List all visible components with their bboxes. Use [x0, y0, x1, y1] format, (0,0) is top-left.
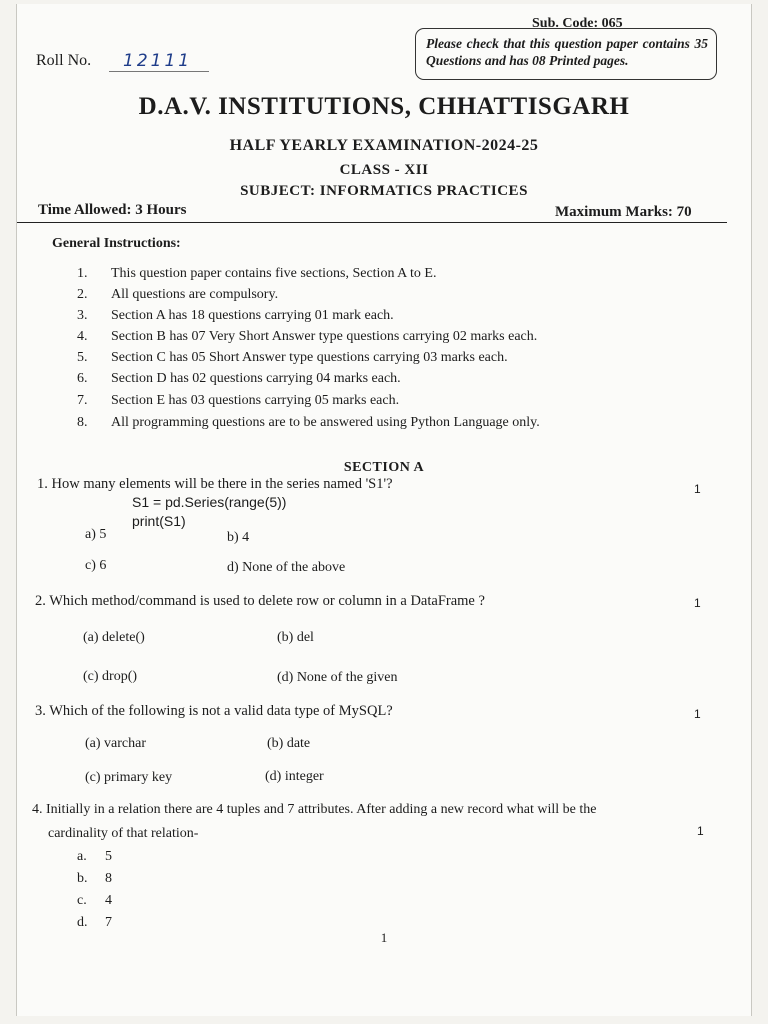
- question-4-marks: 1: [697, 824, 704, 838]
- question-3-option-d: (d) integer: [265, 769, 324, 784]
- instruction-item: 1. This question paper contains five sections, Section A to E.: [77, 266, 437, 281]
- question-3-marks: 1: [694, 707, 701, 721]
- maximum-marks: Maximum Marks: 70: [555, 204, 692, 220]
- question-3-option-b: (b) date: [267, 736, 311, 751]
- question-2-option-b: (b) del: [277, 630, 314, 645]
- question-paper-page: [16, 4, 752, 1016]
- class-label: CLASS - XII: [339, 162, 429, 178]
- question-1-option-b: b) 4: [227, 530, 250, 545]
- instruction-item: 5. Section C has 05 Short Answer type questions carrying 03 marks each.: [77, 350, 508, 365]
- instruction-item: 8. All programming questions are to be answered using Python Language only.: [77, 415, 540, 430]
- question-4-text-continued: cardinality of that relation-: [48, 826, 199, 841]
- question-3-option-c: (c) primary key: [85, 770, 173, 785]
- instruction-item: 3. Section A has 18 questions carrying 01 mark each.: [77, 308, 394, 323]
- question-4-option: a. 5: [77, 849, 112, 864]
- question-1-marks: 1: [694, 482, 701, 496]
- question-4-text: 4. Initially in a relation there are 4 tuples and 7 attributes. After adding a new record what will be the: [32, 802, 597, 817]
- instructions-title: General Instructions:: [52, 236, 181, 251]
- question-1-option-a: a) 5: [85, 527, 107, 542]
- question-4-option: c. 4: [77, 893, 112, 908]
- question-2-option-c: (c) drop(): [83, 669, 138, 684]
- roll-number-label: Roll No.: [36, 52, 92, 69]
- question-1-option-d: d) None of the above: [227, 560, 346, 575]
- instruction-item: 7. Section E has 03 questions carrying 05 marks each.: [77, 393, 400, 408]
- question-1-option-c: c) 6: [85, 558, 107, 573]
- question-4-option: b. 8: [77, 871, 112, 886]
- question-2-text: 2. Which method/command is used to delete row or column in a DataFrame ?: [35, 593, 485, 609]
- header-divider: [17, 222, 727, 223]
- question-3-option-a: (a) varchar: [85, 736, 147, 751]
- subject-code: Sub. Code: 065: [532, 16, 623, 31]
- instruction-item: 2. All questions are compulsory.: [77, 287, 279, 302]
- time-allowed: Time Allowed: 3 Hours: [38, 202, 187, 218]
- question-1-text: 1. How many elements will be there in the series named 'S1'?: [37, 476, 393, 492]
- question-1-code-line: print(S1): [132, 513, 186, 529]
- page-check-notice: Please check that this question paper contains 35 Questions and has 08 Printed pages.: [415, 28, 717, 80]
- question-4-option: d. 7: [77, 915, 112, 930]
- question-2-marks: 1: [694, 596, 701, 610]
- question-2-option-d: (d) None of the given: [277, 670, 398, 685]
- school-name: D.A.V. INSTITUTIONS, CHHATTISGARH: [138, 93, 630, 120]
- subject-label: SUBJECT: INFORMATICS PRACTICES: [240, 183, 528, 199]
- question-1-code-line: S1 = pd.Series(range(5)): [132, 494, 287, 510]
- roll-number-value: 12111: [109, 51, 209, 72]
- instruction-item: 4. Section B has 07 Very Short Answer type questions carrying 02 marks each.: [77, 329, 538, 344]
- section-a-heading: SECTION A: [343, 460, 425, 475]
- exam-title: HALF YEARLY EXAMINATION-2024-25: [229, 137, 539, 154]
- instruction-item: 6. Section D has 02 questions carrying 04 marks each.: [77, 371, 401, 386]
- question-3-text: 3. Which of the following is not a valid data type of MySQL?: [35, 703, 393, 719]
- question-2-option-a: (a) delete(): [83, 630, 145, 645]
- page-number: 1: [380, 930, 388, 945]
